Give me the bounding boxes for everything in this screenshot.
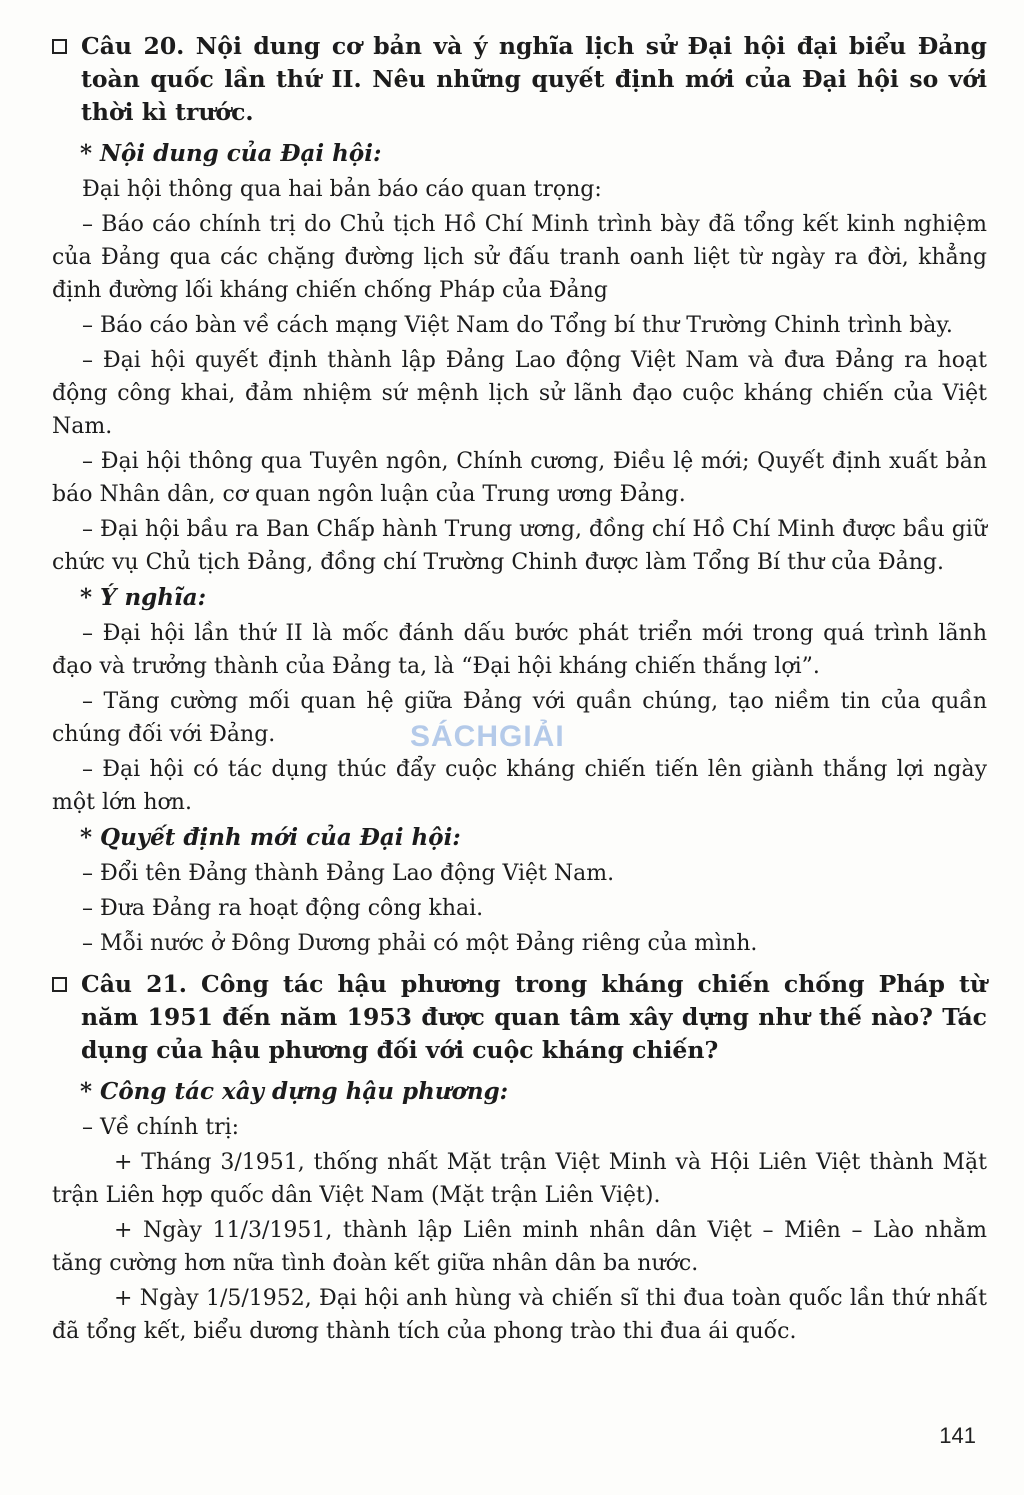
meaning-item: – Tăng cường mối quan hệ giữa Đảng với quần chúng, tạo niềm tin của quần chúng đối với Đảng. <box>52 689 987 747</box>
content-item: – Đại hội bầu ra Ban Chấp hành Trung ương, đồng chí Hồ Chí Minh được bầu giữ chức vụ Chủ tịch Đảng, đồng chí Trường Chinh được làm Tổng Bí thư của Đảng. <box>52 517 987 575</box>
question-21-title: Câu 21. Công tác hậu phương trong kháng chiến chống Pháp từ năm 1951 đến năm 1953 được quan tâm xây dựng như thế nào? Tác dụng của hậu phương đối với cuộc kháng chiến? <box>81 970 987 1064</box>
decision-item: – Đổi tên Đảng thành Đảng Lao động Việt Nam. <box>82 861 615 886</box>
politics-label: – Về chính trị: <box>82 1115 240 1140</box>
watermark: SÁCHGIẢI <box>410 720 565 753</box>
meaning-heading: * Ý nghĩa: <box>80 584 207 611</box>
page-number: 141 <box>939 1423 976 1448</box>
politics-item: + Ngày 11/3/1951, thành lập Liên minh nhân dân Việt – Miên – Lào nhằm tăng cường hơn nữa tình đoàn kết giữa nhân dân ba nước. <box>52 1218 987 1276</box>
build-heading: * Công tác xây dựng hậu phương: <box>80 1078 509 1105</box>
checkbox-square-icon <box>52 39 67 54</box>
politics-item: + Ngày 1/5/1952, Đại hội anh hùng và chiến sĩ thi đua toàn quốc lần thứ nhất đã tổng kết, biểu dương thành tích của phong trào thi đua ái quốc. <box>52 1286 987 1344</box>
content-item: – Đại hội quyết định thành lập Đảng Lao động Việt Nam và đưa Đảng ra hoạt động công khai, đảm nhiệm sứ mệnh lịch sử lãnh đạo cuộc kháng chiến của Việt Nam. <box>52 348 987 439</box>
decision-item: – Mỗi nước ở Đông Dương phải có một Đảng riêng của mình. <box>82 931 758 956</box>
page-content <box>52 30 987 1350</box>
politics-item: + Tháng 3/1951, thống nhất Mặt trận Việt Minh và Hội Liên Việt thành Mặt trận Liên hợp quốc dân Việt Nam (Mặt trận Liên Việt). <box>52 1150 987 1208</box>
question-20 <box>52 30 987 129</box>
meaning-item: – Đại hội lần thứ II là mốc đánh dấu bước phát triển mới trong quá trình lãnh đạo và trưởng thành của Đảng ta, là “Đại hội kháng chiến thắng lợi”. <box>52 621 987 679</box>
checkbox-square-icon <box>52 977 67 992</box>
meaning-item: – Đại hội có tác dụng thúc đẩy cuộc kháng chiến tiến lên giành thắng lợi ngày một lớn hơn. <box>52 757 987 815</box>
decisions-heading: * Quyết định mới của Đại hội: <box>80 824 461 851</box>
question-21 <box>52 968 987 1067</box>
content-item: – Báo cáo bàn về cách mạng Việt Nam do Tổng bí thư Trường Chinh trình bày. <box>82 313 953 338</box>
content-intro: Đại hội thông qua hai bản báo cáo quan trọng: <box>82 177 602 202</box>
question-20-title: Câu 20. Nội dung cơ bản và ý nghĩa lịch sử Đại hội đại biểu Đảng toàn quốc lần thứ II. Nêu những quyết định mới của Đại hội so với thời kì trước. <box>81 32 987 126</box>
decision-item: – Đưa Đảng ra hoạt động công khai. <box>82 896 484 921</box>
content-heading: * Nội dung của Đại hội: <box>80 140 382 167</box>
content-item: – Đại hội thông qua Tuyên ngôn, Chính cương, Điều lệ mới; Quyết định xuất bản báo Nhân dân, cơ quan ngôn luận của Trung ương Đảng. <box>52 449 987 507</box>
content-item: – Báo cáo chính trị do Chủ tịch Hồ Chí Minh trình bày đã tổng kết kinh nghiệm của Đảng qua các chặng đường lịch sử đấu tranh oanh liệt từ ngày ra đời, khẳng định đường lối kháng chiến chống Pháp của Đảng <box>52 212 987 303</box>
